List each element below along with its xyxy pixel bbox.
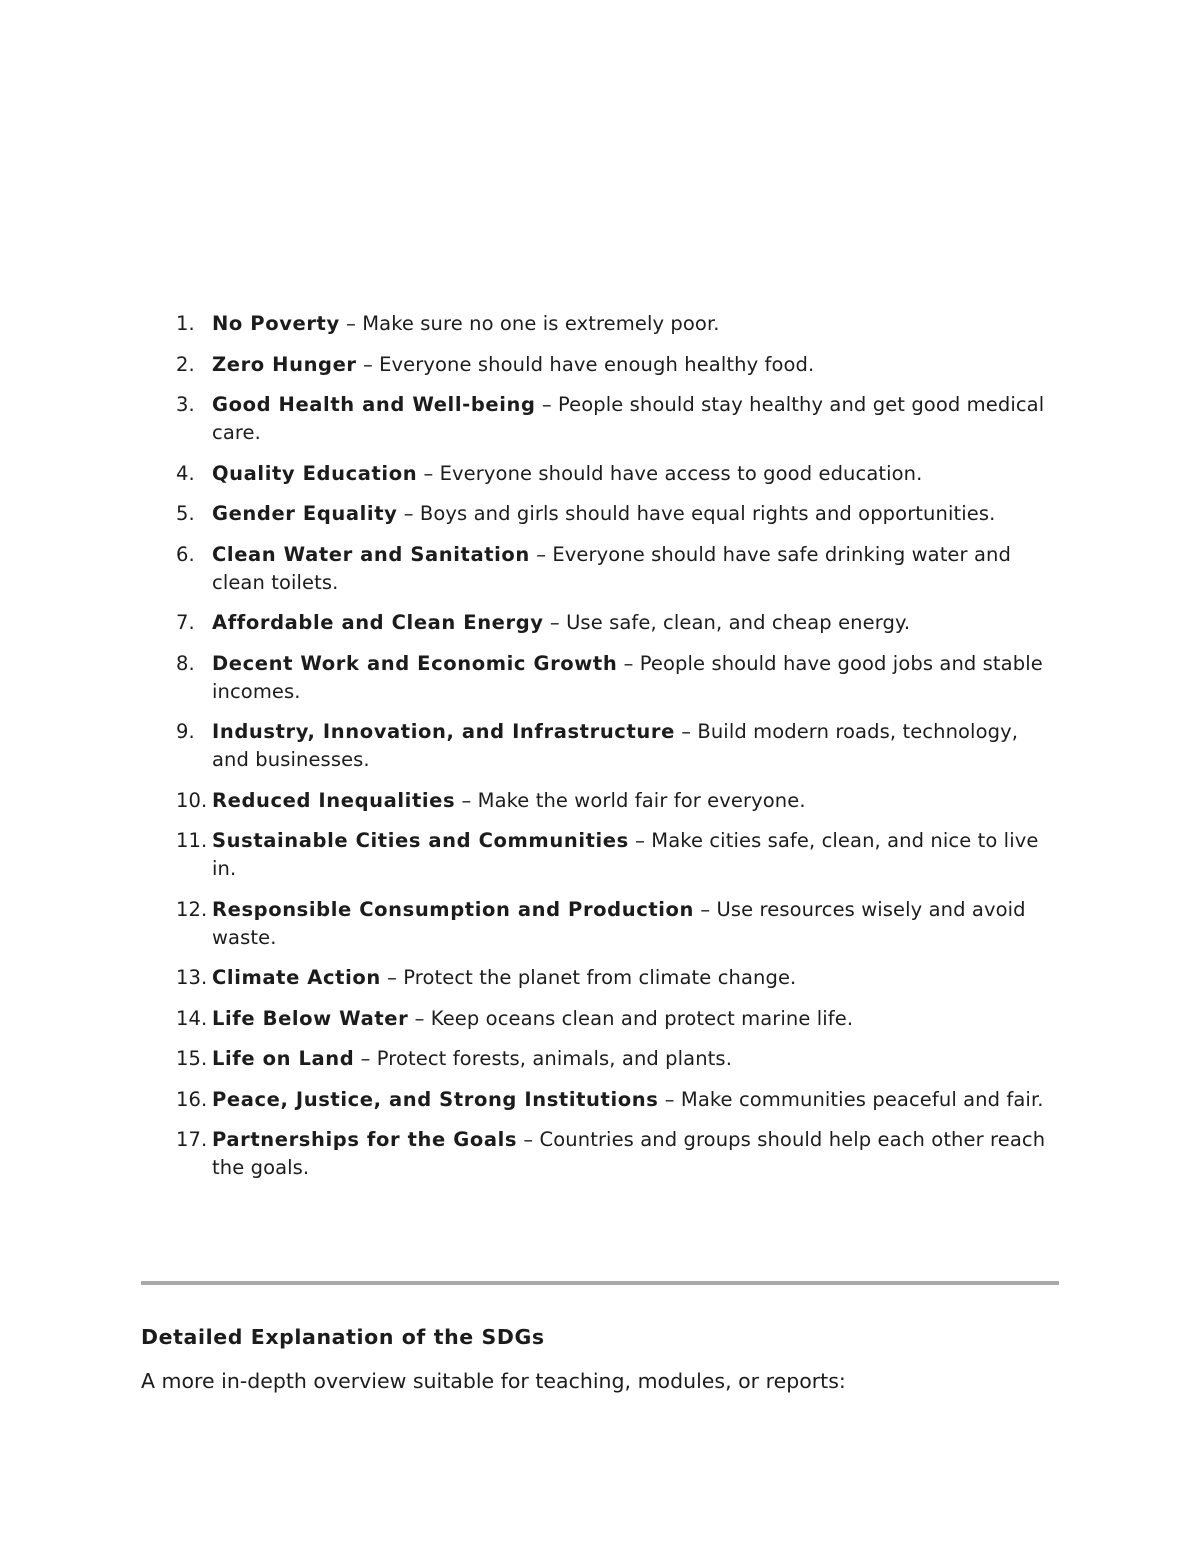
goal-title: Good Health and Well-being (212, 393, 536, 416)
goal-description: Protect forests, animals, and plants. (376, 1047, 732, 1070)
goal-title: Industry, Innovation, and Infrastructure (212, 720, 675, 743)
section-heading: Detailed Explanation of the SDGs (141, 1325, 545, 1349)
goal-separator: – (517, 1128, 540, 1151)
goal-separator: – (543, 611, 567, 634)
goal-description: Countries and groups should help each other reach the goals. (212, 1128, 1046, 1179)
list-item-number: 12. (176, 897, 208, 921)
list-item (0, 1045, 1200, 1073)
goal-title: Responsible Consumption and Production (212, 897, 695, 921)
list-item-number: 9. (176, 720, 195, 743)
goal-separator: – (628, 829, 652, 852)
goal-title: Life Below Water (212, 1006, 409, 1030)
list-item (0, 787, 1200, 815)
list-item (0, 609, 1200, 637)
goal-separator: – (455, 788, 478, 812)
goal-separator: – (694, 897, 717, 921)
list-item-number: 7. (176, 611, 195, 634)
list-item-number: 8. (176, 651, 195, 675)
list-item (0, 650, 1200, 706)
goal-title: Climate Action (212, 966, 381, 989)
list-item-number: 10. (176, 788, 208, 812)
list-item (0, 1126, 1200, 1182)
list-item-number: 16. (176, 1087, 208, 1111)
goal-separator: – (674, 720, 698, 743)
goal-title: Peace, Justice, and Strong Institutions (212, 1087, 659, 1111)
list-item (0, 718, 1200, 774)
list-item-number: 1. (176, 312, 195, 335)
goal-separator: – (408, 1006, 431, 1030)
goal-title: Life on Land (212, 1047, 355, 1070)
list-item-number: 13. (176, 966, 208, 989)
goal-description: Make the world fair for everyone. (477, 788, 806, 812)
list-item-number: 11. (176, 829, 208, 852)
goal-separator: – (535, 393, 558, 416)
goal-title: Quality Education (212, 461, 418, 485)
goal-title: Zero Hunger (212, 352, 357, 376)
goal-separator: – (417, 461, 440, 485)
goal-title: Sustainable Cities and Communities (212, 829, 629, 852)
goal-separator: – (339, 312, 363, 335)
list-item (0, 1086, 1200, 1114)
goal-title: Partnerships for the Goals (212, 1128, 518, 1151)
list-item (0, 964, 1200, 992)
list-item (0, 827, 1200, 883)
list-item (0, 460, 1200, 488)
list-item (0, 351, 1200, 379)
goal-description: Make sure no one is extremely poor. (362, 312, 720, 335)
goal-description: Keep oceans clean and protect marine life. (430, 1006, 854, 1030)
list-item (0, 541, 1200, 597)
list-item (0, 1005, 1200, 1033)
list-item-number: 3. (176, 393, 195, 416)
list-item (0, 896, 1200, 952)
goal-title: Decent Work and Economic Growth (212, 651, 618, 675)
goal-title: Clean Water and Sanitation (212, 542, 530, 566)
goal-title: Affordable and Clean Energy (212, 611, 544, 634)
list-item-number: 17. (176, 1128, 208, 1151)
goal-description: Everyone should have enough healthy food. (379, 352, 815, 376)
list-item-number: 4. (176, 461, 195, 485)
goal-description: Make cities safe, clean, and nice to live in. (212, 829, 1039, 880)
list-item-number: 15. (176, 1047, 208, 1070)
goal-description: Protect the planet from climate change. (403, 966, 797, 989)
goal-separator: – (529, 542, 553, 566)
goal-description: Boys and girls should have equal rights and opportunities. (419, 502, 996, 525)
list-item-number: 6. (176, 542, 195, 566)
goal-description: People should stay healthy and get good medical care. (212, 393, 1045, 444)
sdg-list (0, 310, 1200, 1195)
goal-separator: – (380, 966, 404, 989)
goal-separator: – (397, 502, 420, 525)
horizontal-divider (141, 1281, 1059, 1285)
goal-title: Gender Equality (212, 502, 398, 525)
goal-title: Reduced Inequalities (212, 788, 456, 812)
goal-description: People should have good jobs and stable incomes. (212, 651, 1043, 703)
list-item-number: 2. (176, 352, 195, 376)
goal-description: Make communities peaceful and fair. (680, 1087, 1044, 1111)
goal-separator: – (617, 651, 640, 675)
goal-title: No Poverty (212, 312, 340, 335)
goal-description: Use resources wisely and avoid waste. (212, 897, 1026, 949)
goal-separator: – (356, 352, 380, 376)
goal-description: Everyone should have safe drinking water and clean toilets. (212, 542, 1011, 594)
list-item-number: 14. (176, 1006, 208, 1030)
list-item (0, 500, 1200, 528)
section-intro: A more in-depth overview suitable for teaching, modules, or reports: (141, 1369, 846, 1393)
list-item (0, 391, 1200, 447)
goal-description: Use safe, clean, and cheap energy. (566, 611, 911, 634)
goal-separator: – (354, 1047, 377, 1070)
goal-separator: – (658, 1087, 681, 1111)
goal-description: Build modern roads, technology, and businesses. (212, 720, 1019, 771)
list-item (0, 310, 1200, 338)
goal-description: Everyone should have access to good education. (439, 461, 923, 485)
list-item-number: 5. (176, 502, 195, 525)
